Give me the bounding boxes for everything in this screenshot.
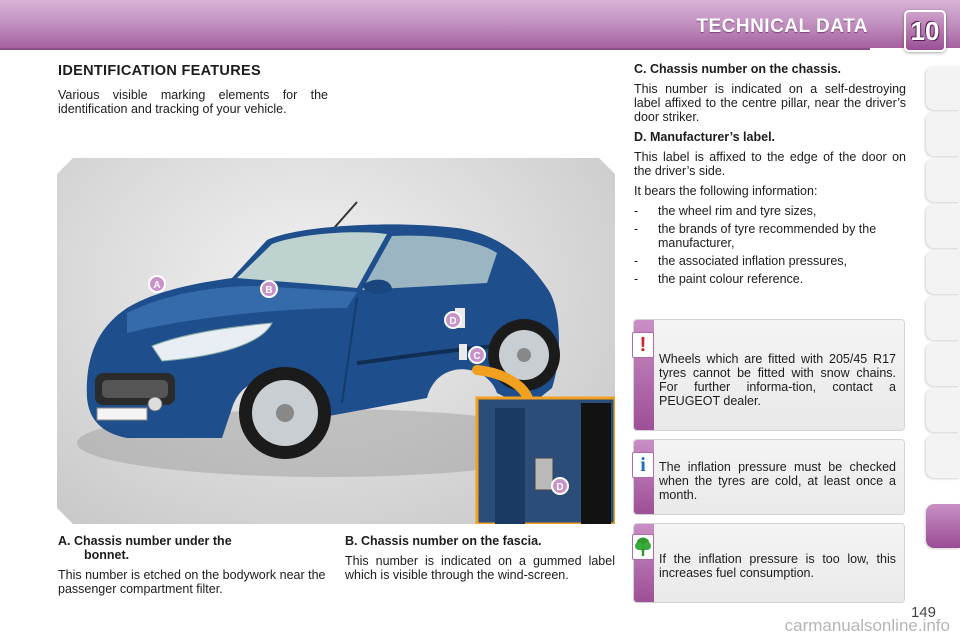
section-d-intro: It bears the following information: xyxy=(634,184,818,198)
watermark: carmanualsonline.info xyxy=(784,616,950,635)
thumb-tab-active[interactable] xyxy=(926,504,960,548)
svg-text:B: B xyxy=(265,285,273,296)
callout-a xyxy=(149,276,165,292)
thumb-tab[interactable] xyxy=(926,158,960,202)
page-number: 149 xyxy=(910,604,936,621)
callout-c xyxy=(469,347,485,363)
section-b-text: This number is indicated on a gummed label which is visible through the wind-screen. xyxy=(345,554,615,582)
svg-text:D: D xyxy=(556,482,564,493)
section-c-heading: C. Chassis number on the chassis. xyxy=(634,62,842,76)
svg-text:C: C xyxy=(473,351,481,362)
info-note-text: The inflation pressure must be checked when the tyres are cold, at least once a month. xyxy=(659,460,896,502)
list-item: - the associated inflation pressures, xyxy=(634,254,906,268)
thumb-tab[interactable] xyxy=(926,434,960,478)
car-illustration xyxy=(57,158,615,524)
warning-note xyxy=(634,320,904,430)
list-item: - the paint colour reference. xyxy=(634,272,906,286)
callout-d-inset xyxy=(552,478,568,494)
callout-b xyxy=(261,281,277,297)
info-icon: i xyxy=(632,452,654,478)
chapter-thumb-tabs xyxy=(926,66,960,586)
info-note xyxy=(634,440,904,514)
eco-note-text: If the inflation pressure is too low, this increases fuel consumption. xyxy=(659,552,896,580)
chapter-number: 10 xyxy=(910,15,940,46)
section-a-heading xyxy=(58,534,328,562)
section-a-text: This number is etched on the bodywork near the passenger compartment filter. xyxy=(58,568,326,596)
thumb-tab[interactable] xyxy=(926,296,960,340)
tree-icon xyxy=(632,534,654,560)
section-c-text: This number is indicated on a self-destroying label affixed to the centre pillar, near the driver’s door striker. xyxy=(634,82,906,124)
section-a-heading-line2: bonnet. xyxy=(84,548,130,562)
svg-text:A: A xyxy=(153,280,161,291)
thumb-tab[interactable] xyxy=(926,204,960,248)
thumb-tab[interactable] xyxy=(926,250,960,294)
header-rule xyxy=(0,48,870,50)
callout-d xyxy=(445,312,461,328)
eco-note xyxy=(634,524,904,602)
warning-icon: ! xyxy=(632,332,654,358)
thumb-tab[interactable] xyxy=(926,342,960,386)
car-drawing xyxy=(57,158,615,524)
svg-text:D: D xyxy=(449,316,457,327)
list-item: - the wheel rim and tyre sizes, xyxy=(634,204,906,218)
chapter-title: TECHNICAL DATA xyxy=(696,16,868,37)
section-d-text: This label is affixed to the edge of the door on the driver’s side. xyxy=(634,150,906,178)
intro-text: Various visible marking elements for the identification and tracking of your vehicle. xyxy=(58,88,328,116)
section-d-list xyxy=(634,204,906,286)
section-a-heading-line1: A. Chassis number under the xyxy=(58,534,232,548)
list-item: - the brands of tyre recommended by the manufacturer, xyxy=(634,222,906,250)
section-title: IDENTIFICATION FEATURES xyxy=(58,63,261,79)
thumb-tab[interactable] xyxy=(926,112,960,156)
sections-c-d xyxy=(634,62,906,290)
thumb-tab[interactable] xyxy=(926,66,960,110)
section-a xyxy=(58,534,328,596)
thumb-tab[interactable] xyxy=(926,388,960,432)
warning-note-text: Wheels which are fitted with 205/45 R17 tyres cannot be fitted with snow chains. For further informa-tion, contact a PEUGEOT dealer. xyxy=(659,352,896,408)
section-b xyxy=(345,534,615,582)
section-b-heading: B. Chassis number on the fascia. xyxy=(345,534,542,548)
section-d-heading: D. Manufacturer’s label. xyxy=(634,130,776,144)
chapter-number-tab[interactable] xyxy=(904,10,946,52)
